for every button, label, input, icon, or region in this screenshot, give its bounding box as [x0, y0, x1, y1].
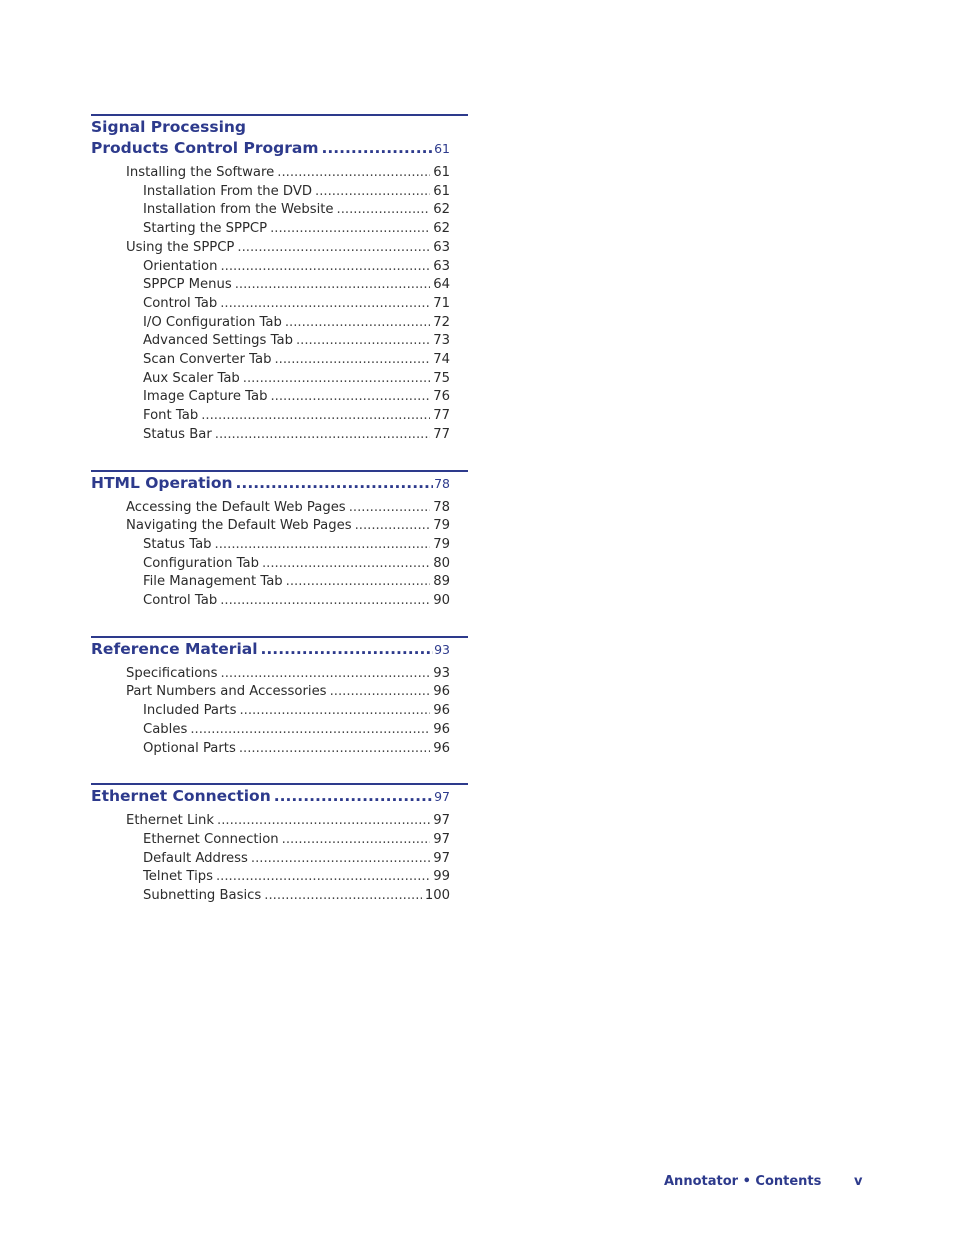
section-title: Reference Material	[91, 639, 258, 658]
entry-page-number: 64	[433, 277, 450, 293]
entry-page-number: 62	[433, 202, 450, 218]
toc-entry[interactable]	[91, 239, 450, 258]
entry-page-number: 96	[433, 721, 450, 737]
entry-page-number: 97	[433, 831, 450, 847]
entry-page-number: 80	[433, 555, 450, 571]
toc-entry[interactable]	[91, 683, 450, 702]
toc-entry[interactable]	[91, 573, 450, 592]
toc-entry[interactable]	[91, 721, 450, 740]
entry-title: Navigating the Default Web Pages	[126, 518, 352, 534]
entry-title: Default Address	[143, 850, 248, 866]
entry-title: Telnet Tips	[143, 869, 213, 885]
toc-entry[interactable]	[91, 370, 450, 389]
entry-title: Optional Parts	[143, 740, 236, 756]
section-page-number: 61	[434, 141, 450, 156]
entry-page-number: 96	[433, 684, 450, 700]
entry-title: Cables	[143, 721, 188, 737]
footer-page-number: v	[854, 1174, 863, 1189]
dot-leader	[270, 388, 430, 407]
entry-title: Scan Converter Tab	[143, 352, 272, 368]
entry-page-number: 90	[433, 593, 450, 609]
toc-entry[interactable]	[91, 258, 450, 277]
entry-page-number: 79	[433, 536, 450, 552]
toc-entry[interactable]	[91, 868, 450, 887]
table-of-contents	[91, 114, 468, 931]
toc-entry[interactable]	[91, 536, 450, 555]
entry-title: Font Tab	[143, 408, 199, 424]
page-footer	[664, 1174, 864, 1189]
dot-leader	[337, 201, 431, 220]
toc-entry[interactable]	[91, 388, 450, 407]
entry-title: File Management Tab	[143, 574, 283, 590]
section-page-number: 93	[434, 641, 450, 657]
entry-title: SPPCP Menus	[143, 277, 232, 293]
entry-title: Aux Scaler Tab	[143, 370, 240, 386]
entry-page-number: 63	[433, 258, 450, 274]
entry-list	[91, 164, 450, 445]
dot-leader	[201, 407, 430, 426]
toc-entry[interactable]	[91, 407, 450, 426]
section-title: Products Control Program	[91, 139, 319, 157]
toc-section	[91, 470, 468, 611]
entry-page-number: 75	[433, 370, 450, 386]
entry-title: Control Tab	[143, 593, 218, 609]
toc-entry[interactable]	[91, 295, 450, 314]
toc-entry[interactable]	[91, 887, 450, 906]
section-page-number: 78	[434, 475, 450, 491]
toc-section	[91, 114, 468, 445]
entry-page-number: 96	[433, 703, 450, 719]
toc-section	[91, 636, 468, 759]
dot-leader	[190, 721, 430, 740]
dot-leader	[215, 426, 430, 445]
toc-entry[interactable]	[91, 276, 450, 295]
entry-title: Subnetting Basics	[143, 888, 262, 904]
dot-leader	[215, 536, 431, 555]
entry-title: Specifications	[126, 665, 218, 681]
entry-page-number: 76	[433, 389, 450, 405]
dot-leader	[221, 665, 431, 684]
dot-leader	[220, 295, 430, 314]
entry-page-number: 74	[433, 352, 450, 368]
dot-leader	[282, 831, 431, 850]
entry-page-number: 61	[433, 165, 450, 180]
toc-entry[interactable]	[91, 812, 450, 831]
dot-leader	[216, 868, 430, 887]
toc-entry[interactable]	[91, 665, 450, 684]
entry-page-number: 77	[433, 426, 450, 442]
dot-leader	[321, 138, 433, 159]
entry-page-number: 79	[433, 518, 450, 534]
dot-leader	[296, 332, 430, 351]
entry-page-number: 97	[433, 813, 450, 829]
toc-entry[interactable]	[91, 850, 450, 869]
entry-title: Orientation	[143, 258, 218, 274]
entry-title: Ethernet Connection	[143, 831, 279, 847]
entry-title: Using the SPPCP	[126, 239, 235, 255]
toc-entry[interactable]	[91, 702, 450, 721]
toc-entry[interactable]	[91, 592, 450, 611]
entry-page-number: 62	[433, 221, 450, 237]
entry-title: Part Numbers and Accessories	[126, 684, 327, 700]
entry-title: Included Parts	[143, 703, 237, 719]
entry-title: Installing the Software	[126, 165, 275, 180]
entry-title: Advanced Settings Tab	[143, 333, 293, 349]
entry-page-number: 93	[433, 665, 450, 681]
entry-page-number: 89	[433, 574, 450, 590]
section-title: Ethernet Connection	[91, 787, 271, 806]
footer-label: Annotator • Contents	[664, 1174, 822, 1189]
dot-leader	[274, 351, 430, 370]
dot-leader	[235, 276, 431, 295]
dot-leader	[355, 517, 431, 536]
entry-title: Installation from the Website	[143, 202, 334, 218]
toc-entry[interactable]	[91, 499, 450, 518]
section-page-number: 97	[434, 789, 450, 805]
dot-leader	[315, 183, 430, 202]
entry-list	[91, 499, 450, 611]
dot-leader	[239, 740, 430, 759]
dot-leader	[220, 258, 430, 277]
entry-title: Installation From the DVD	[143, 183, 313, 199]
dot-leader	[251, 850, 430, 869]
dot-leader	[277, 164, 430, 183]
dot-leader	[330, 683, 431, 702]
entry-page-number: 77	[433, 408, 450, 424]
toc-entry[interactable]	[91, 740, 450, 759]
toc-entry[interactable]	[91, 517, 450, 536]
dot-leader	[349, 499, 431, 518]
entry-title: Ethernet Link	[126, 813, 215, 829]
entry-title: Accessing the Default Web Pages	[126, 499, 346, 515]
entry-list	[91, 665, 450, 759]
dot-leader	[236, 473, 434, 494]
entry-title: Image Capture Tab	[143, 389, 268, 405]
dot-leader	[264, 887, 422, 906]
dot-leader	[239, 702, 430, 721]
toc-entry[interactable]	[91, 220, 450, 239]
entry-page-number: 100	[424, 888, 450, 904]
entry-title: Starting the SPPCP	[143, 221, 268, 237]
toc-entry[interactable]	[91, 351, 450, 370]
dot-leader	[237, 239, 430, 258]
dot-leader	[261, 639, 434, 660]
entry-title: Control Tab	[143, 295, 218, 311]
entry-list	[91, 812, 450, 906]
toc-entry[interactable]	[91, 831, 450, 850]
toc-entry[interactable]	[91, 164, 450, 183]
entry-page-number: 78	[433, 499, 450, 515]
dot-leader	[220, 592, 430, 611]
toc-entry[interactable]	[91, 183, 450, 202]
entry-page-number: 72	[433, 314, 450, 330]
dot-leader	[243, 370, 430, 389]
dot-leader	[285, 314, 430, 333]
dot-leader	[217, 812, 430, 831]
dot-leader	[286, 573, 431, 592]
toc-entry[interactable]	[91, 201, 450, 220]
section-title: Signal Processing	[91, 118, 247, 136]
entry-page-number: 73	[433, 333, 450, 349]
toc-entry[interactable]	[91, 555, 450, 574]
entry-page-number: 71	[433, 295, 450, 311]
entry-page-number: 61	[433, 183, 450, 199]
entry-page-number: 97	[433, 850, 450, 866]
section-heading[interactable]	[91, 639, 450, 660]
dot-leader	[274, 786, 433, 807]
dot-leader	[270, 220, 430, 239]
entry-page-number: 96	[433, 740, 450, 756]
toc-section	[91, 783, 468, 906]
entry-title: Status Tab	[143, 536, 212, 552]
entry-page-number: 63	[433, 239, 450, 255]
toc-entry[interactable]	[91, 426, 450, 445]
section-heading[interactable]	[91, 786, 450, 807]
entry-title: I/O Configuration Tab	[143, 314, 282, 330]
section-heading[interactable]	[91, 473, 450, 494]
entry-page-number: 99	[433, 869, 450, 885]
dot-leader	[262, 555, 430, 574]
entry-title: Configuration Tab	[143, 555, 259, 571]
section-title: HTML Operation	[91, 473, 233, 492]
toc-entry[interactable]	[91, 332, 450, 351]
entry-title: Status Bar	[143, 426, 212, 442]
toc-entry[interactable]	[91, 314, 450, 333]
section-heading[interactable]	[91, 117, 450, 159]
